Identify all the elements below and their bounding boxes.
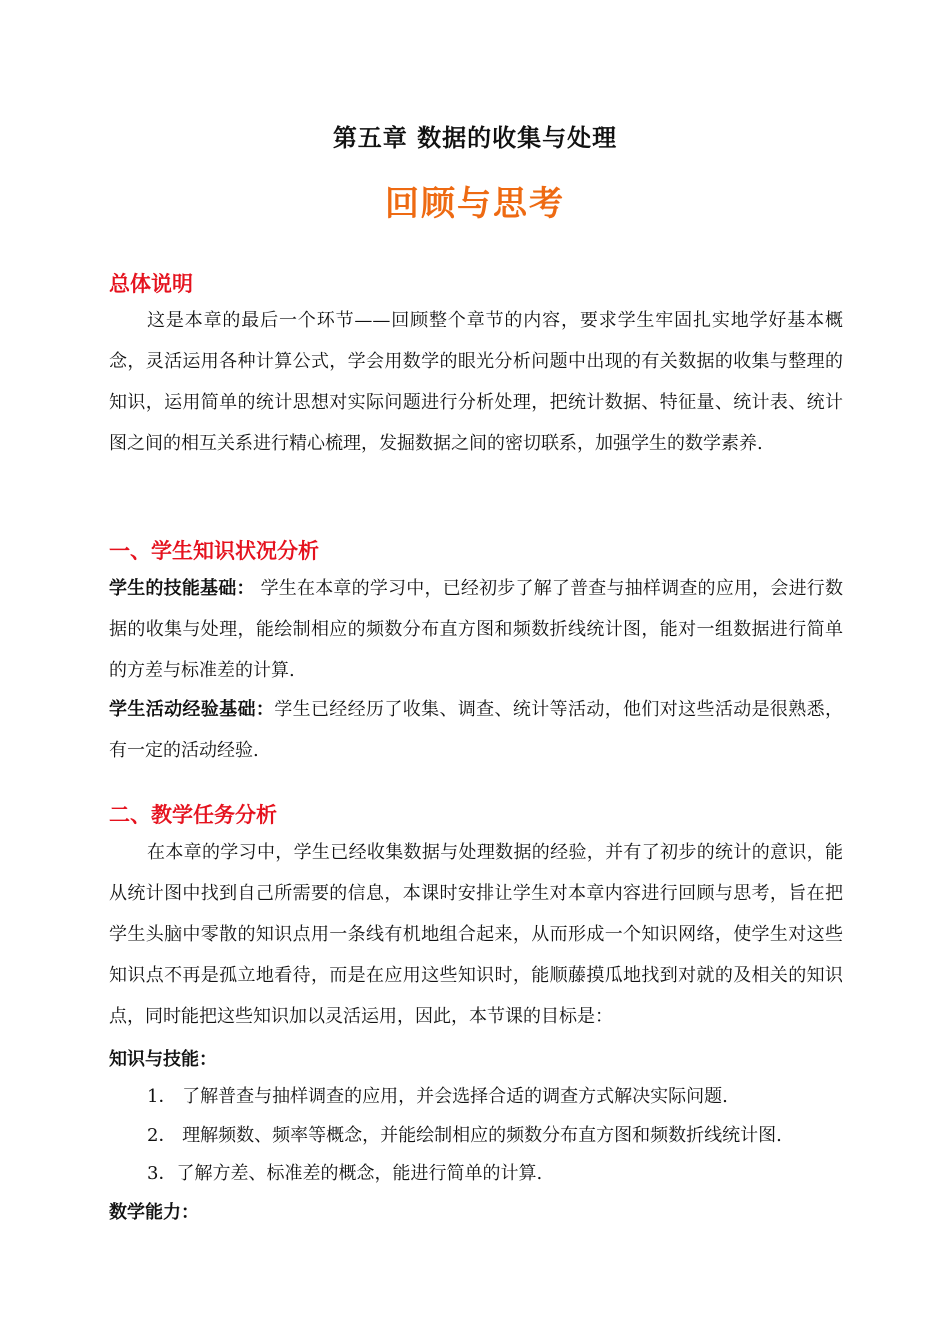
section2-paragraph: 在本章的学习中，学生已经收集数据与处理数据的经验，并有了初步的统计的意识，能从统计图中找到自己所需要的信息，本课时安排让学生对本章内容进行回顾与思考，旨在把学生头脑中零散的知识点用一条线有机地组合起来，从而形成一个知识网络，使学生对这些知识点不再是孤立地看待，而是在应用这些知识时，能顺藤摸瓜地找到对就的及相关的知识点，同时能把这些知识加以灵活运用，因此，本节课的目标是： (109, 842, 843, 1027)
section1-heading: 一、学生知识状况分析 (109, 539, 319, 563)
activity-label: 学生活动经验基础： (109, 699, 275, 720)
overview-heading: 总体说明 (109, 272, 193, 296)
math-ability-label: 数学能力： (109, 1202, 199, 1223)
goal-item-3: 3．了解方差、标准差的概念，能进行简单的计算. (147, 1163, 543, 1184)
skill-paragraph (109, 568, 843, 691)
goal-item-2: 2． 理解频数、频率等概念，并能绘制相应的频数分布直方图和频数折线统计图. (147, 1125, 782, 1146)
activity-body: 学生已经经历了收集、调查、统计等活动，他们对这些活动是很熟悉，有一定的活动经验. (109, 699, 844, 761)
section2-heading: 二、教学任务分析 (109, 803, 277, 827)
skill-body: 学生在本章的学习中，已经初步了解了普查与抽样调查的应用，会进行数据的收集与处理，能绘制相应的频数分布直方图和频数折线统计图，能对一组数据进行简单的方差与标准差的计算. (109, 578, 843, 681)
goal-item-1: 1． 了解普查与抽样调查的应用，并会选择合适的调查方式解决实际问题. (147, 1086, 728, 1107)
skill-label: 学生的技能基础： (109, 578, 255, 599)
chapter-title: 第五章 数据的收集与处理 (332, 124, 618, 152)
lesson-title: 回顾与思考 (385, 184, 565, 224)
overview-paragraph: 这是本章的最后一个环节——回顾整个章节的内容，要求学生牢固扎实地学好基本概念，灵活运用各种计算公式，学会用数学的眼光分析问题中出现的有关数据的收集与整理的知识，运用简单的统计思想对实际问题进行分析处理，把统计数据、特征量、统计表、统计图之间的相互关系进行精心梳理，发掘数据之间的密切联系，加强学生的数学素养. (109, 310, 843, 454)
activity-paragraph (109, 689, 843, 771)
knowledge-label: 知识与技能： (109, 1049, 217, 1070)
